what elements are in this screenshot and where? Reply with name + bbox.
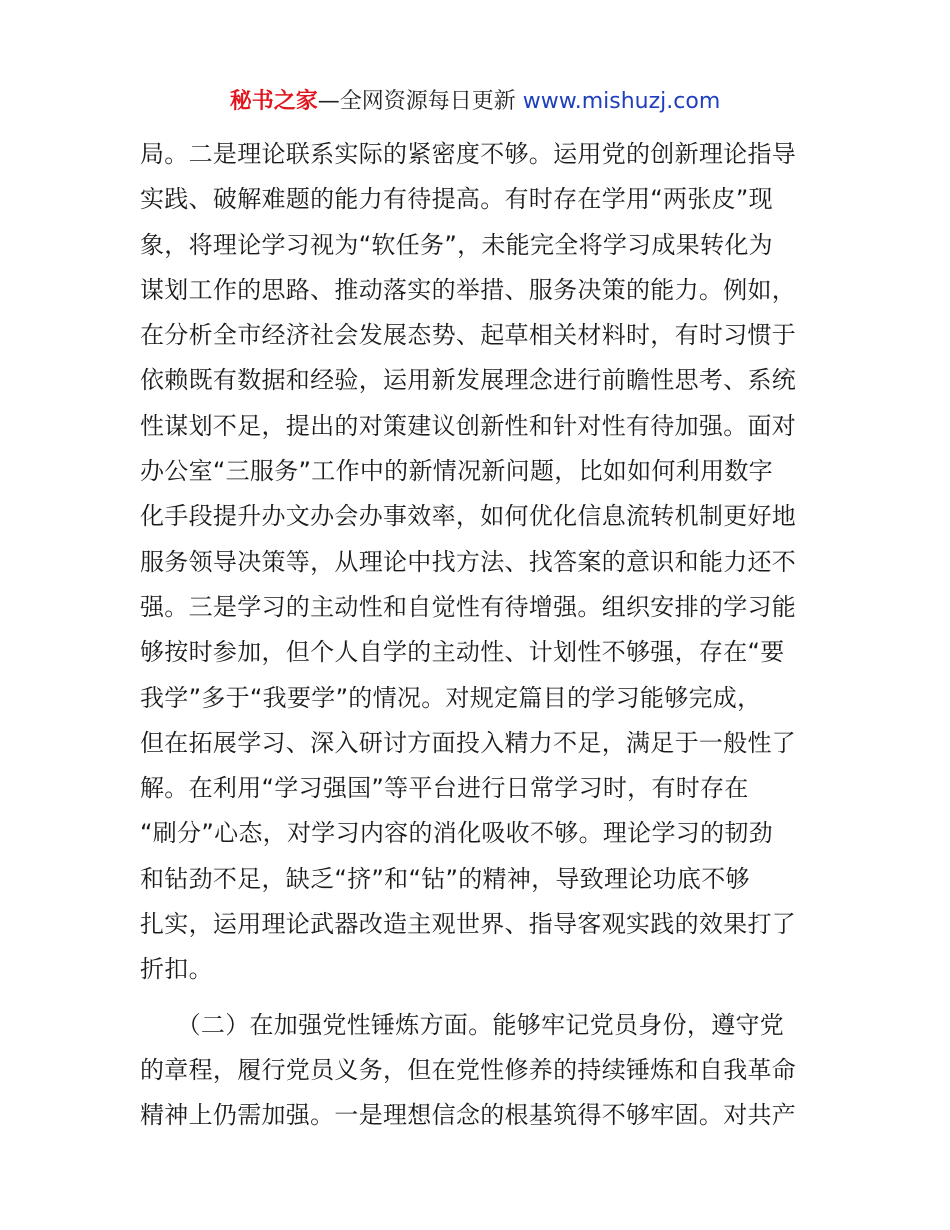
text-line: 化手段提升办文办会办事效率，如何优化信息流转机制更好地 [140,502,797,531]
text-line: 扎实，运用理论武器改造主观世界、指导客观实践的效果打了 [140,910,797,939]
header-tagline: —全网资源每日更新 [317,89,523,114]
text-line: 象，将理论学习视为“软任务”，未能完全将学习成果转化为 [140,230,773,259]
document-body [140,132,820,1139]
text-line: 谋划工作的思路、推动落实的举措、服务决策的能力。例如， [140,275,797,304]
text-line: 精神上仍需加强。一是理想信念的根基筑得不够牢固。对共产 [140,1101,797,1130]
paragraph-1 [140,132,820,993]
text-line: 服务领导决策等，从理论中找方法、找答案的意识和能力还不 [140,547,797,576]
paragraph-gap [140,993,820,1003]
text-line: 在分析全市经济社会发展态势、起草相关材料时，有时习惯于 [140,321,797,350]
text-line: 实践、破解难题的能力有待提高。有时存在学用“两张皮”现 [140,185,773,214]
text-line: （二）在加强党性锤炼方面。能够牢记党员身份，遵守党 [140,1010,785,1039]
text-line: 我学”多于“我要学”的情况。对规定篇目的学习能够完成， [140,683,762,712]
text-line: 强。三是学习的主动性和自觉性有待增强。组织安排的学习能 [140,592,797,621]
text-line: 局。二是理论联系实际的紧密度不够。运用党的创新理论指导 [140,140,797,168]
text-line: 办公室“三服务”工作中的新情况新问题，比如如何利用数字 [140,457,773,486]
text-line: 折扣。 [140,955,213,984]
text-line: 依赖既有数据和经验，运用新发展理念进行前瞻性思考、系统 [140,366,797,395]
page-header [0,86,950,118]
text-line: “刷分”心态，对学习内容的消化吸收不够。理论学习的韧劲 [140,819,773,848]
text-line: 但在拓展学习、深入研讨方面投入精力不足，满足于一般性了 [140,728,797,757]
text-line: 和钻劲不足，缺乏“挤”和“钻”的精神，导致理论功底不够 [140,864,750,893]
header-url-link[interactable]: www.mishuzj.com [522,89,721,114]
text-line: 的章程，履行党员义务，但在党性修养的持续锤炼和自我革命 [140,1055,797,1084]
paragraph-2 [140,1003,820,1139]
text-line: 解。在利用“学习强国”等平台进行日常学习时，有时存在 [140,774,749,803]
header-brand: 秘书之家 [229,89,318,114]
text-line: 够按时参加，但个人自学的主动性、计划性不够强，存在“要 [140,638,785,667]
text-line: 性谋划不足，提出的对策建议创新性和针对性有待加强。面对 [140,411,797,440]
